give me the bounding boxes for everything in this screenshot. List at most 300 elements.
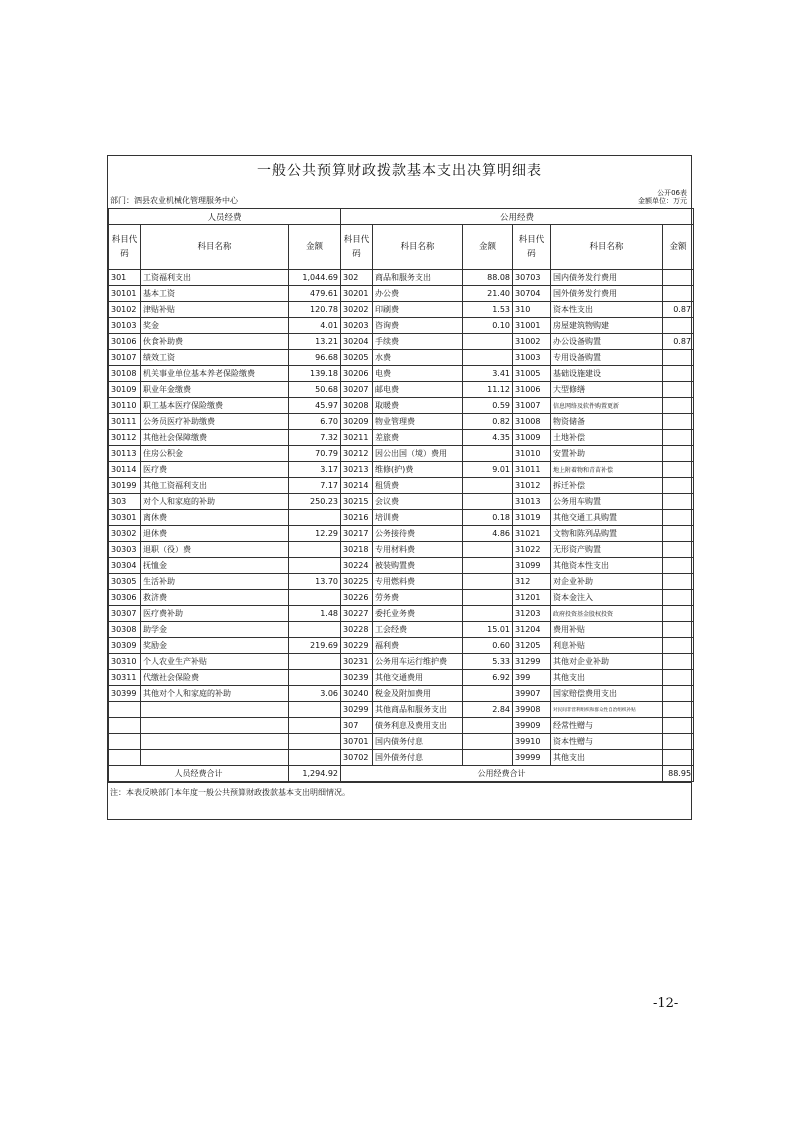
public-amount-b-cell: [663, 462, 694, 478]
col-code-header: 科目代码: [513, 225, 551, 270]
public-code-b-cell: 31022: [513, 542, 551, 558]
personnel-code-cell: 30110: [109, 398, 141, 414]
public-amount-b-cell: [663, 574, 694, 590]
public-name-a-cell: 劳务费: [373, 590, 463, 606]
personnel-amount-cell: [289, 734, 341, 750]
group-header-row: [109, 209, 694, 225]
public-name-b-cell: 办公设备购置: [551, 334, 663, 350]
public-name-a-cell: 会议费: [373, 494, 463, 510]
table-row: [109, 606, 694, 622]
col-code-header: 科目代码: [341, 225, 373, 270]
public-code-a-cell: 302: [341, 270, 373, 286]
public-code-b-cell: 31019: [513, 510, 551, 526]
public-code-b-cell: 31021: [513, 526, 551, 542]
public-code-a-cell: 30209: [341, 414, 373, 430]
personnel-name-cell: 其他工资福利支出: [141, 478, 289, 494]
public-amount-a-cell: 4.86: [463, 526, 513, 542]
table-row: [109, 734, 694, 750]
personnel-name-cell: 医疗费: [141, 462, 289, 478]
public-amount-b-cell: [663, 478, 694, 494]
col-amount-header: 金额: [663, 225, 694, 270]
personnel-code-cell: 30107: [109, 350, 141, 366]
personnel-code-cell: 30114: [109, 462, 141, 478]
public-code-b-cell: 31099: [513, 558, 551, 574]
public-amount-b-cell: [663, 750, 694, 766]
public-name-b-cell: 资本性支出: [551, 302, 663, 318]
col-amount-header: 金额: [463, 225, 513, 270]
public-name-b-cell: 费用补贴: [551, 622, 663, 638]
public-name-b-cell: 物资储备: [551, 414, 663, 430]
personnel-amount-cell: 1.48: [289, 606, 341, 622]
public-amount-b-cell: [663, 494, 694, 510]
personnel-code-cell: 30112: [109, 430, 141, 446]
personnel-code-cell: 301: [109, 270, 141, 286]
public-code-a-cell: 30213: [341, 462, 373, 478]
public-amount-b-cell: [663, 622, 694, 638]
personnel-amount-cell: 479.61: [289, 286, 341, 302]
public-code-a-cell: 30240: [341, 686, 373, 702]
public-amount-a-cell: [463, 350, 513, 366]
public-code-a-cell: 30216: [341, 510, 373, 526]
table-row: [109, 366, 694, 382]
public-name-b-cell: 无形资产购置: [551, 542, 663, 558]
table-row: [109, 478, 694, 494]
public-code-a-cell: 30229: [341, 638, 373, 654]
table-row: [109, 638, 694, 654]
personnel-code-cell: [109, 702, 141, 718]
public-code-a-cell: 30225: [341, 574, 373, 590]
personnel-amount-cell: 120.78: [289, 302, 341, 318]
public-total-label: 公用经费合计: [341, 766, 663, 782]
public-name-b-cell: 信息网络及软件购置更新: [551, 398, 663, 414]
personnel-name-cell: 公务员医疗补助缴费: [141, 414, 289, 430]
public-code-b-cell: 39909: [513, 718, 551, 734]
public-name-b-cell: 公务用车购置: [551, 494, 663, 510]
public-amount-b-cell: [663, 398, 694, 414]
public-code-a-cell: 30224: [341, 558, 373, 574]
public-code-a-cell: 30214: [341, 478, 373, 494]
personnel-code-cell: 30109: [109, 382, 141, 398]
table-row: [109, 270, 694, 286]
public-amount-b-cell: [663, 510, 694, 526]
personnel-name-cell: 奖励金: [141, 638, 289, 654]
table-row: [109, 382, 694, 398]
public-amount-b-cell: [663, 526, 694, 542]
public-amount-a-cell: 0.82: [463, 414, 513, 430]
public-code-b-cell: 30704: [513, 286, 551, 302]
public-name-b-cell: 土地补偿: [551, 430, 663, 446]
personnel-amount-cell: 12.29: [289, 526, 341, 542]
public-amount-b-cell: [663, 446, 694, 462]
public-amount-a-cell: 0.60: [463, 638, 513, 654]
public-code-a-cell: 30226: [341, 590, 373, 606]
public-amount-b-cell: [663, 702, 694, 718]
public-amount-b-cell: [663, 718, 694, 734]
public-name-a-cell: 水费: [373, 350, 463, 366]
personnel-name-cell: 对个人和家庭的补助: [141, 494, 289, 510]
personnel-amount-cell: [289, 670, 341, 686]
table-row: [109, 542, 694, 558]
public-amount-b-cell: [663, 366, 694, 382]
public-code-b-cell: 310: [513, 302, 551, 318]
table-row: [109, 718, 694, 734]
public-name-b-cell: 地上附着物和青苗补偿: [551, 462, 663, 478]
public-name-b-cell: 其他资本性支出: [551, 558, 663, 574]
page-number: -12-: [653, 996, 679, 1011]
personnel-code-cell: 30113: [109, 446, 141, 462]
public-amount-b-cell: [663, 654, 694, 670]
public-code-a-cell: 30218: [341, 542, 373, 558]
public-name-a-cell: 咨询费: [373, 318, 463, 334]
public-amount-a-cell: [463, 606, 513, 622]
public-amount-a-cell: [463, 558, 513, 574]
personnel-total-label: 人员经费合计: [109, 766, 289, 782]
personnel-name-cell: 退休费: [141, 526, 289, 542]
report-meta: [108, 186, 691, 208]
table-row: [109, 462, 694, 478]
public-group-header: 公用经费: [341, 209, 694, 225]
col-name-header: 科目名称: [551, 225, 663, 270]
public-name-b-cell: 国家赔偿费用支出: [551, 686, 663, 702]
public-name-b-cell: 大型修缮: [551, 382, 663, 398]
public-code-a-cell: 30212: [341, 446, 373, 462]
public-name-b-cell: 文物和陈列品购置: [551, 526, 663, 542]
personnel-name-cell: 生活补助: [141, 574, 289, 590]
public-name-a-cell: 电费: [373, 366, 463, 382]
table-body: [109, 270, 694, 766]
public-name-a-cell: 手续费: [373, 334, 463, 350]
table-row: [109, 302, 694, 318]
personnel-code-cell: 30102: [109, 302, 141, 318]
public-code-a-cell: 30207: [341, 382, 373, 398]
personnel-name-cell: 机关事业单位基本养老保险缴费: [141, 366, 289, 382]
personnel-amount-cell: 13.70: [289, 574, 341, 590]
public-amount-a-cell: 11.12: [463, 382, 513, 398]
public-name-a-cell: 福利费: [373, 638, 463, 654]
public-amount-b-cell: [663, 318, 694, 334]
personnel-code-cell: 30309: [109, 638, 141, 654]
public-name-a-cell: 邮电费: [373, 382, 463, 398]
public-code-a-cell: 30227: [341, 606, 373, 622]
public-code-a-cell: 30228: [341, 622, 373, 638]
public-amount-b-cell: [663, 638, 694, 654]
table-row: [109, 510, 694, 526]
public-name-b-cell: 利息补贴: [551, 638, 663, 654]
personnel-code-cell: [109, 734, 141, 750]
table-row: [109, 686, 694, 702]
public-name-b-cell: 其他对企业补助: [551, 654, 663, 670]
public-amount-b-cell: [663, 558, 694, 574]
public-code-a-cell: 30702: [341, 750, 373, 766]
personnel-amount-cell: [289, 510, 341, 526]
personnel-group-header: 人员经费: [109, 209, 341, 225]
table-row: [109, 350, 694, 366]
public-amount-a-cell: [463, 750, 513, 766]
public-code-b-cell: 39999: [513, 750, 551, 766]
public-name-b-cell: 基础设施建设: [551, 366, 663, 382]
personnel-name-cell: [141, 702, 289, 718]
personnel-amount-cell: 45.97: [289, 398, 341, 414]
personnel-name-cell: 离休费: [141, 510, 289, 526]
public-name-a-cell: 工会经费: [373, 622, 463, 638]
personnel-amount-cell: [289, 750, 341, 766]
public-name-a-cell: 专用燃料费: [373, 574, 463, 590]
public-amount-a-cell: [463, 494, 513, 510]
public-amount-b-cell: [663, 606, 694, 622]
public-code-b-cell: 31009: [513, 430, 551, 446]
public-code-a-cell: 30208: [341, 398, 373, 414]
personnel-name-cell: 其他对个人和家庭的补助: [141, 686, 289, 702]
public-amount-a-cell: 0.59: [463, 398, 513, 414]
public-code-a-cell: 30205: [341, 350, 373, 366]
public-code-a-cell: 30201: [341, 286, 373, 302]
public-code-b-cell: 31201: [513, 590, 551, 606]
public-amount-a-cell: 15.01: [463, 622, 513, 638]
department-label: 部门：泗县农业机械化管理服务中心: [110, 196, 238, 205]
public-code-b-cell: 31002: [513, 334, 551, 350]
public-code-b-cell: 39908: [513, 702, 551, 718]
personnel-name-cell: 个人农业生产补贴: [141, 654, 289, 670]
public-name-a-cell: 其他交通费用: [373, 670, 463, 686]
col-amount-header: 金额: [289, 225, 341, 270]
personnel-amount-cell: [289, 718, 341, 734]
personnel-code-cell: 30301: [109, 510, 141, 526]
public-amount-a-cell: 9.01: [463, 462, 513, 478]
public-code-b-cell: 31299: [513, 654, 551, 670]
report-title: 一般公共预算财政拨款基本支出决算明细表: [257, 163, 542, 179]
personnel-amount-cell: 219.69: [289, 638, 341, 654]
public-code-b-cell: 31006: [513, 382, 551, 398]
public-code-a-cell: 30206: [341, 366, 373, 382]
unit-label: 金额单位：万元: [638, 197, 687, 205]
table-row: [109, 526, 694, 542]
col-name-header: 科目名称: [373, 225, 463, 270]
public-name-a-cell: 公务接待费: [373, 526, 463, 542]
public-amount-a-cell: 5.33: [463, 654, 513, 670]
public-name-a-cell: 取暖费: [373, 398, 463, 414]
public-amount-a-cell: [463, 478, 513, 494]
public-name-b-cell: 国外债务发行费用: [551, 286, 663, 302]
public-name-a-cell: 印刷费: [373, 302, 463, 318]
personnel-code-cell: 30111: [109, 414, 141, 430]
public-amount-a-cell: [463, 542, 513, 558]
personnel-code-cell: 30305: [109, 574, 141, 590]
table-row: [109, 446, 694, 462]
report-sheet: [107, 155, 692, 820]
public-name-a-cell: 国内债务付息: [373, 734, 463, 750]
personnel-amount-cell: 250.23: [289, 494, 341, 510]
public-amount-b-cell: [663, 382, 694, 398]
public-amount-b-cell: [663, 734, 694, 750]
public-code-b-cell: 31013: [513, 494, 551, 510]
personnel-name-cell: 代缴社会保险费: [141, 670, 289, 686]
personnel-amount-cell: 1,044.69: [289, 270, 341, 286]
public-name-a-cell: 被装购置费: [373, 558, 463, 574]
personnel-name-cell: 住房公积金: [141, 446, 289, 462]
sheet-filler: [108, 805, 691, 819]
personnel-name-cell: 伙食补助费: [141, 334, 289, 350]
personnel-name-cell: [141, 734, 289, 750]
personnel-name-cell: 退职（役）费: [141, 542, 289, 558]
expenditure-table: [108, 208, 694, 782]
personnel-name-cell: 医疗费补助: [141, 606, 289, 622]
footnote: 注：本表反映部门本年度一般公共预算财政拨款基本支出明细情况。: [108, 782, 691, 805]
public-name-b-cell: 安置补助: [551, 446, 663, 462]
public-amount-a-cell: 3.41: [463, 366, 513, 382]
public-name-a-cell: 物业管理费: [373, 414, 463, 430]
personnel-code-cell: 30108: [109, 366, 141, 382]
public-amount-b-cell: [663, 430, 694, 446]
public-code-a-cell: 30239: [341, 670, 373, 686]
personnel-name-cell: 救济费: [141, 590, 289, 606]
table-row: [109, 654, 694, 670]
personnel-amount-cell: [289, 590, 341, 606]
form-number: 公开06表: [657, 189, 687, 197]
table-row: [109, 414, 694, 430]
public-name-a-cell: 培训费: [373, 510, 463, 526]
public-name-b-cell: 专用设备购置: [551, 350, 663, 366]
col-code-header: 科目代码: [109, 225, 141, 270]
public-code-a-cell: 30202: [341, 302, 373, 318]
public-amount-b-cell: 0.87: [663, 302, 694, 318]
personnel-amount-cell: 13.21: [289, 334, 341, 350]
personnel-name-cell: [141, 750, 289, 766]
public-amount-b-cell: [663, 350, 694, 366]
table-row: [109, 670, 694, 686]
table-row: [109, 334, 694, 350]
personnel-code-cell: 30304: [109, 558, 141, 574]
public-amount-a-cell: 4.35: [463, 430, 513, 446]
personnel-code-cell: 30103: [109, 318, 141, 334]
personnel-amount-cell: [289, 702, 341, 718]
public-amount-b-cell: [663, 686, 694, 702]
public-amount-b-cell: 0.87: [663, 334, 694, 350]
public-name-a-cell: 租赁费: [373, 478, 463, 494]
public-name-b-cell: 其他支出: [551, 670, 663, 686]
public-name-a-cell: 委托业务费: [373, 606, 463, 622]
public-code-b-cell: 39907: [513, 686, 551, 702]
public-code-b-cell: 31008: [513, 414, 551, 430]
table-row: [109, 430, 694, 446]
public-amount-a-cell: [463, 590, 513, 606]
personnel-amount-cell: 7.17: [289, 478, 341, 494]
public-name-a-cell: 税金及附加费用: [373, 686, 463, 702]
public-name-b-cell: 国内债务发行费用: [551, 270, 663, 286]
public-amount-a-cell: 1.53: [463, 302, 513, 318]
personnel-code-cell: 303: [109, 494, 141, 510]
public-total-value: 88.95: [663, 766, 694, 782]
public-code-b-cell: 31205: [513, 638, 551, 654]
personnel-code-cell: 30310: [109, 654, 141, 670]
public-code-b-cell: 30703: [513, 270, 551, 286]
public-name-a-cell: 差旅费: [373, 430, 463, 446]
public-amount-a-cell: 0.18: [463, 510, 513, 526]
personnel-amount-cell: 6.70: [289, 414, 341, 430]
personnel-amount-cell: [289, 558, 341, 574]
public-amount-a-cell: [463, 718, 513, 734]
public-code-b-cell: 31012: [513, 478, 551, 494]
public-code-a-cell: 30217: [341, 526, 373, 542]
public-code-b-cell: 31011: [513, 462, 551, 478]
public-amount-a-cell: 21.40: [463, 286, 513, 302]
public-code-a-cell: 30211: [341, 430, 373, 446]
personnel-name-cell: 职工基本医疗保险缴费: [141, 398, 289, 414]
public-amount-b-cell: [663, 286, 694, 302]
public-code-b-cell: 31005: [513, 366, 551, 382]
public-code-b-cell: 39910: [513, 734, 551, 750]
personnel-amount-cell: [289, 622, 341, 638]
public-code-a-cell: 30204: [341, 334, 373, 350]
public-name-a-cell: 维修(护)费: [373, 462, 463, 478]
personnel-name-cell: 津贴补贴: [141, 302, 289, 318]
table-row: [109, 494, 694, 510]
personnel-amount-cell: [289, 654, 341, 670]
public-amount-b-cell: [663, 542, 694, 558]
public-name-b-cell: 资本性赠与: [551, 734, 663, 750]
public-amount-a-cell: [463, 686, 513, 702]
public-name-b-cell: 对民间非营利组织和群众性自治组织补贴: [551, 702, 663, 718]
public-code-a-cell: 30231: [341, 654, 373, 670]
public-name-a-cell: 专用材料费: [373, 542, 463, 558]
public-code-b-cell: 312: [513, 574, 551, 590]
table-row: [109, 558, 694, 574]
personnel-name-cell: 抚恤金: [141, 558, 289, 574]
personnel-amount-cell: 3.17: [289, 462, 341, 478]
personnel-total-value: 1,294.92: [289, 766, 341, 782]
personnel-code-cell: 30303: [109, 542, 141, 558]
personnel-code-cell: [109, 718, 141, 734]
public-name-a-cell: 公务用车运行维护费: [373, 654, 463, 670]
public-name-a-cell: 其他商品和服务支出: [373, 702, 463, 718]
public-name-b-cell: 拆迁补偿: [551, 478, 663, 494]
totals-row: [109, 766, 694, 782]
public-code-b-cell: 399: [513, 670, 551, 686]
public-name-a-cell: 债务利息及费用支出: [373, 718, 463, 734]
public-amount-a-cell: 0.10: [463, 318, 513, 334]
public-amount-a-cell: [463, 334, 513, 350]
public-name-a-cell: 办公费: [373, 286, 463, 302]
public-code-b-cell: 31203: [513, 606, 551, 622]
public-name-a-cell: 因公出国（境）费用: [373, 446, 463, 462]
public-amount-a-cell: [463, 446, 513, 462]
public-name-a-cell: 国外债务付息: [373, 750, 463, 766]
public-code-b-cell: 31001: [513, 318, 551, 334]
personnel-name-cell: 其他社会保障缴费: [141, 430, 289, 446]
public-amount-b-cell: [663, 670, 694, 686]
public-code-b-cell: 31007: [513, 398, 551, 414]
public-name-b-cell: 政府投资基金股权投资: [551, 606, 663, 622]
table-row: [109, 622, 694, 638]
personnel-name-cell: 奖金: [141, 318, 289, 334]
public-amount-a-cell: [463, 734, 513, 750]
personnel-name-cell: 基本工资: [141, 286, 289, 302]
public-code-a-cell: 30299: [341, 702, 373, 718]
public-amount-a-cell: [463, 574, 513, 590]
personnel-amount-cell: 96.68: [289, 350, 341, 366]
table-row: [109, 286, 694, 302]
personnel-code-cell: [109, 750, 141, 766]
public-amount-b-cell: [663, 270, 694, 286]
personnel-name-cell: 助学金: [141, 622, 289, 638]
personnel-amount-cell: 70.79: [289, 446, 341, 462]
table-row: [109, 574, 694, 590]
public-code-b-cell: 31010: [513, 446, 551, 462]
personnel-code-cell: 30308: [109, 622, 141, 638]
personnel-code-cell: 30399: [109, 686, 141, 702]
personnel-code-cell: 30199: [109, 478, 141, 494]
personnel-amount-cell: 3.06: [289, 686, 341, 702]
personnel-name-cell: 职业年金缴费: [141, 382, 289, 398]
